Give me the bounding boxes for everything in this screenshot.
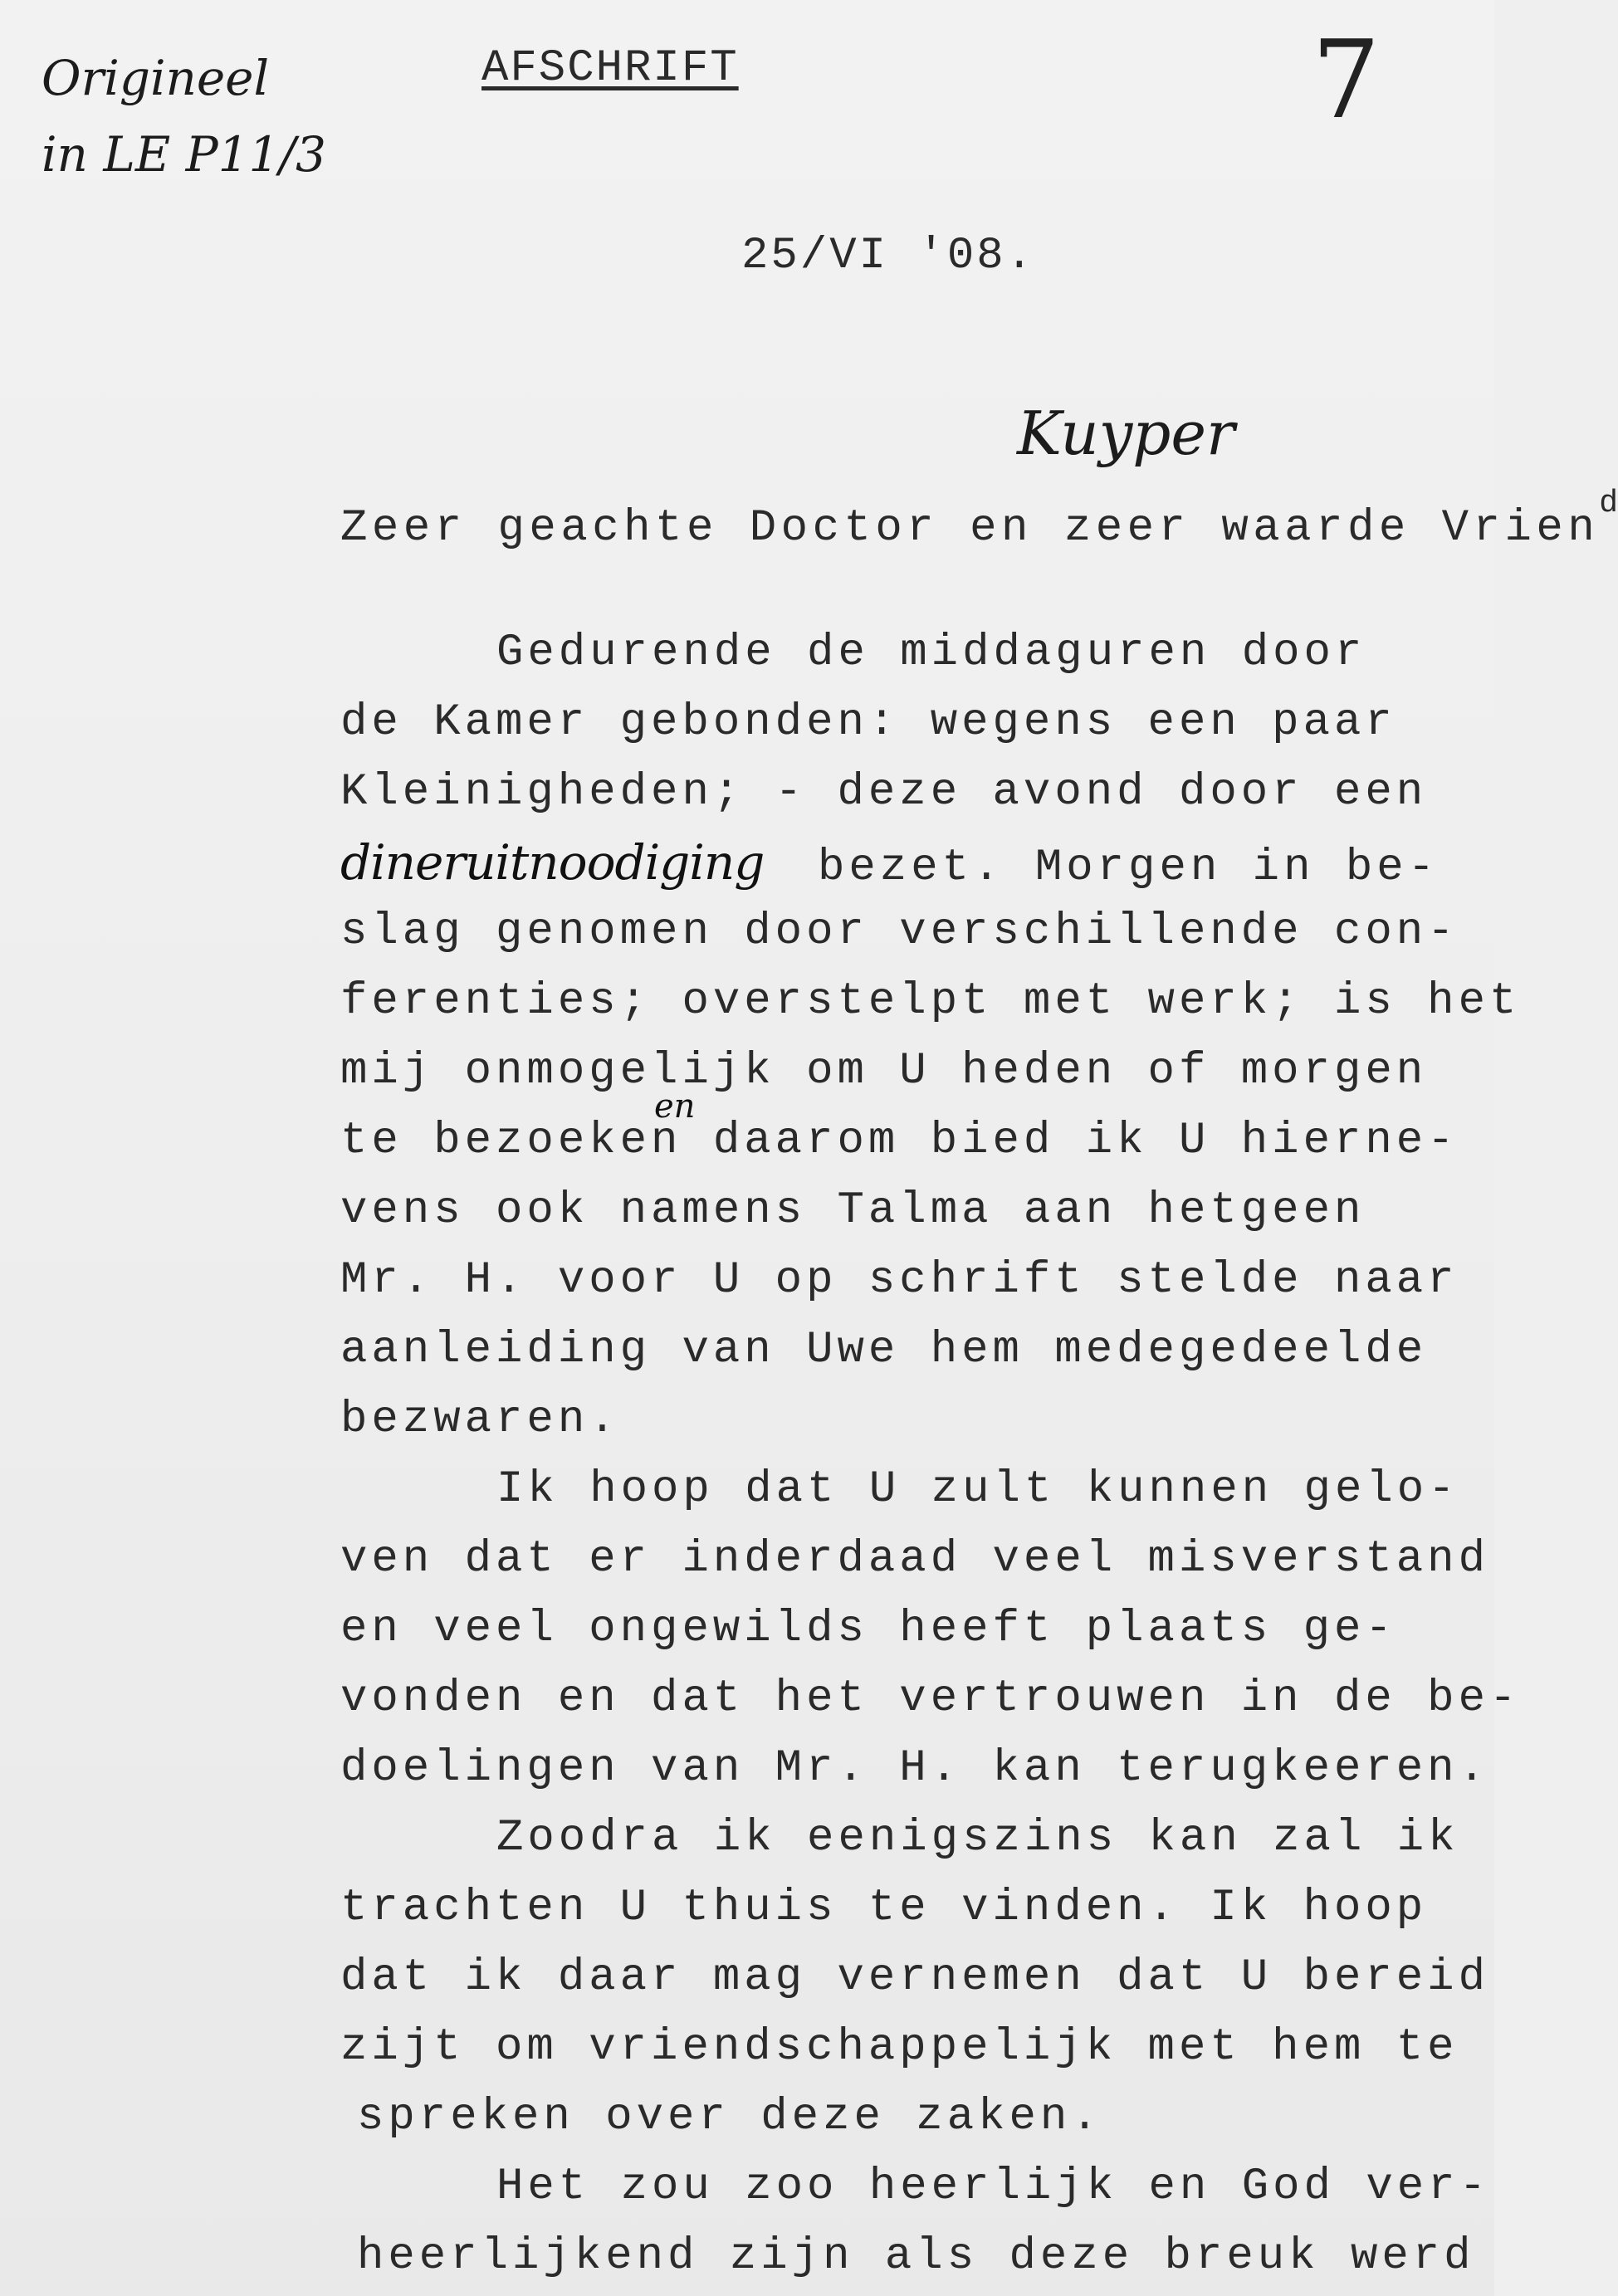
salutation-superscript: d — [1599, 486, 1618, 521]
letter-date: 25/VI '08. — [741, 231, 1036, 281]
salutation — [340, 486, 1618, 554]
margin-note-line-2: in LE P11/3 — [42, 126, 326, 183]
body-line: ferenties; overstelpt met werk; is het — [340, 976, 1521, 1027]
body-line: doelingen van Mr. H. kan terugkeeren. — [340, 1743, 1489, 1794]
letter-body — [340, 618, 1521, 2292]
body-line: Zoodra ik eenigszins kan zal ik — [496, 1813, 1459, 1864]
margin-note — [42, 40, 326, 193]
body-line: zijt om vriendschappelijk met hem te — [340, 2022, 1459, 2073]
handwritten-annotation-kuyper: Kuyper — [1017, 398, 1235, 468]
body-line: spreken over deze zaken. — [357, 2092, 1102, 2142]
body-line: heerlijkend zijn als deze breuk werd — [357, 2231, 1475, 2282]
body-line: trachten U thuis te vinden. Ik hoop — [340, 1883, 1428, 1933]
body-line: vonden en dat het vertrouwen in de be- — [340, 1673, 1521, 1724]
body-line: ven dat er inderdaad veel misverstand — [340, 1534, 1489, 1585]
salutation-text: Zeer geachte Doctor en zeer waarde Vrie — [340, 503, 1568, 554]
body-line: slag genomen door verschillende con- — [340, 906, 1459, 957]
body-line — [340, 828, 1486, 897]
body-line: de Kamer gebonden: wegens een paar — [340, 697, 1396, 748]
body-line-text: bezet. Morgen in be- — [818, 843, 1440, 893]
body-line: Het zou zoo heerlijk en God ver- — [496, 2162, 1490, 2212]
margin-note-line-1: Origineel — [42, 50, 270, 106]
body-line: mij onmogelijk om U heden of morgen — [340, 1046, 1428, 1097]
body-line: Mr. H. voor U op schrift stelde naar — [340, 1255, 1459, 1306]
body-line: en veel ongewilds heeft plaats ge- — [340, 1604, 1396, 1654]
body-line: dat ik daar mag vernemen dat U bereid — [340, 1952, 1489, 2003]
body-line: bezwaren. — [340, 1395, 620, 1445]
body-line: Ik hoop dat U zult kunnen gelo- — [496, 1464, 1459, 1515]
page-number: 7 — [1312, 17, 1381, 143]
body-line: aanleiding van Uwe hem medegedeelde — [340, 1325, 1428, 1375]
document-heading: AFSCHRIFT — [481, 43, 739, 94]
body-line: Gedurende de middaguren door — [496, 628, 1366, 678]
handwritten-insert-en: en — [654, 1087, 696, 1126]
body-line: vens ook namens Talma aan hetgeen — [340, 1185, 1366, 1236]
salutation-n: n — [1567, 503, 1600, 554]
body-line: Kleinigheden; - deze avond door een — [340, 767, 1428, 818]
body-line: te bezoeken daarom bied ik U hierne- — [340, 1116, 1459, 1166]
handwritten-insert-diner: dineruitnoodiging — [340, 834, 765, 891]
